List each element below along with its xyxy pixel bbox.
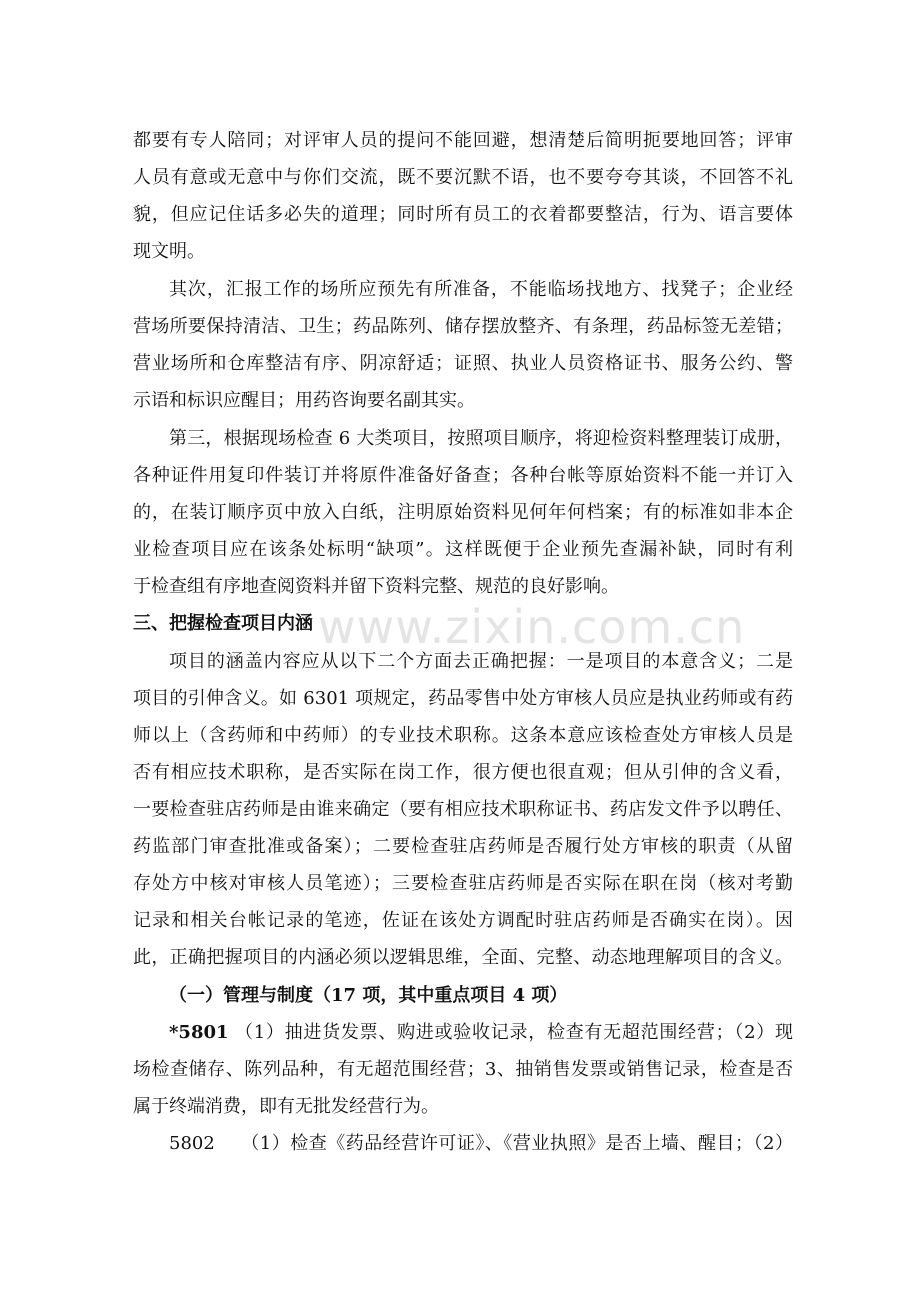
paragraph-line: 药监部门审查批准或备案）；二要检查驻店药师是否履行处方审核的职责（从留 xyxy=(133,836,793,857)
paragraph-line: 人员有意或无意中与你们交流，既不要沉默不语，也不要夸夸其谈，不回答不礼 xyxy=(133,167,793,188)
paragraph-line: 师以上（含药师和中药师）的专业技术职称。这条本意应该检查处方审核人员是 xyxy=(133,725,793,746)
subsection-heading: （一）管理与制度（17 项，其中重点项目 4 项） xyxy=(169,985,568,1006)
paragraph-line: 于检查组有序地查阅资料并留下资料完整、规范的良好影响。 xyxy=(133,576,619,597)
paragraph-line: 第三，根据现场检查 6 大类项目，按照项目顺序，将迎检资料整理装订成册， xyxy=(169,428,793,449)
paragraph-line: 属于终端消费，即有无批发经营行为。 xyxy=(133,1096,439,1117)
section-heading: 三、把握检查项目内涵 xyxy=(133,613,313,634)
paragraph-line: 项目的引伸含义。如 6301 项规定，药品零售中处方审核人员应是执业药师或有药 xyxy=(133,688,793,709)
paragraph-line: 营场所要保持清洁、卫生；药品陈列、储存摆放整齐、有条理，药品标签无差错； xyxy=(133,316,793,337)
paragraph-line: 此，正确把握项目的内涵必须以逻辑思维，全面、完整、动态地理解项目的含义。 xyxy=(133,947,793,968)
paragraph-line: 现文明。 xyxy=(133,241,205,262)
paragraph-line: 业检查项目应在该条处标明“缺项”。这样既便于企业预先查漏补缺，同时有利 xyxy=(133,539,793,560)
paragraph-line: 场检查储存、陈列品种，有无超范围经营；3、抽销售发票或销售记录，检查是否 xyxy=(133,1059,793,1080)
paragraph-line: 否有相应技术职称，是否实际在岗工作，很方便也很直观；但从引伸的含义看， xyxy=(133,762,793,783)
paragraph-line: 一要检查驻店药师是由谁来确定（要有相应技术职称证书、药店发文件予以聘任、 xyxy=(133,799,793,820)
paragraph-line: 项目的涵盖内容应从以下二个方面去正确把握：一是项目的本意含义；二是 xyxy=(169,651,793,672)
paragraph-line: 存处方中核对审核人员笔迹）；三要检查驻店药师是否实际在职在岗（核对考勤 xyxy=(133,873,793,894)
paragraph-line: 记录和相关台帐记录的笔迹，佐证在该处方调配时驻店药师是否确实在岗）。因 xyxy=(133,910,793,931)
paragraph-line: 示语和标识应醒目；用药咨询要名副其实。 xyxy=(133,390,475,411)
item-5801-line xyxy=(169,1021,793,1045)
paragraph-line: 各种证件用复印件装订并将原件准备好备查；各种台帐等原始资料不能一并订入 xyxy=(133,465,793,486)
item-code-5802: 5802 xyxy=(169,1133,215,1154)
paragraph-line: 的，在装订顺序页中放入白纸，注明原始资料见何年何档案；有的标准如非本企 xyxy=(133,502,793,523)
item-5802-text: （1）检查《药品经营许可证》、《营业执照》是否上墙、醒目；（2） xyxy=(241,1133,793,1154)
paragraph-line: 都要有专人陪同；对评审人员的提问不能回避，想清楚后简明扼要地回答；评审 xyxy=(133,130,793,151)
watermark: www.zixin.com.cn xyxy=(318,600,746,654)
paragraph-line: 其次，汇报工作的场所应预先有所准备，不能临场找地方、找凳子；企业经 xyxy=(169,279,793,300)
item-code-5801: *5801 xyxy=(169,1022,229,1043)
item-5801-text: （1）抽进货发票、购进或验收记录，检查有无超范围经营；（2）现 xyxy=(234,1022,793,1043)
item-5802-line xyxy=(169,1132,793,1156)
paragraph-line: 貌，但应记住话多必失的道理；同时所有员工的衣着都要整洁，行为、语言要体 xyxy=(133,204,793,225)
paragraph-line: 营业场所和仓库整洁有序、阴凉舒适；证照、执业人员资格证书、服务公约、警 xyxy=(133,353,793,374)
